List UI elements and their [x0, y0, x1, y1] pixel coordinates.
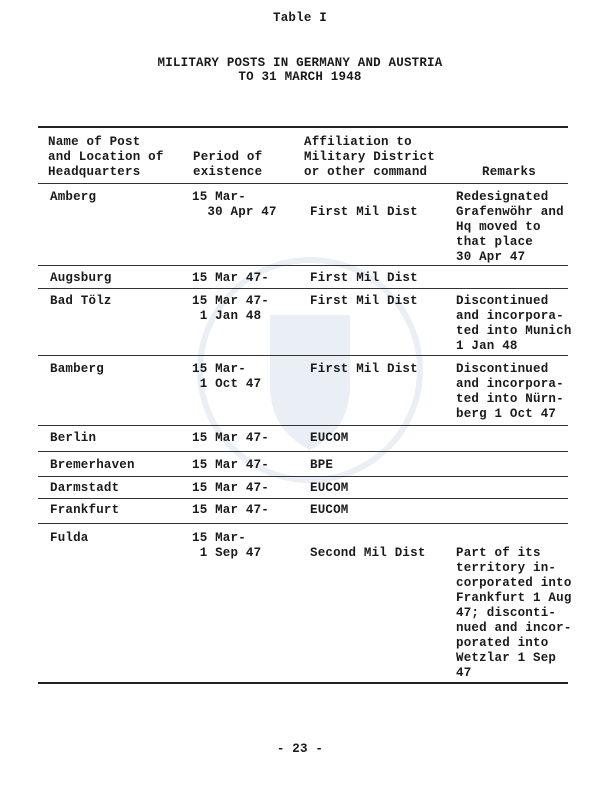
cell-affiliation: BPE	[310, 458, 334, 472]
cell-period: 15 Mar- 30 Apr 47	[192, 190, 277, 219]
cell-post: Augsburg	[50, 271, 112, 285]
header-affiliation: Affiliation to Military District or other command	[304, 135, 435, 179]
cell-affiliation: Second Mil Dist	[310, 546, 426, 560]
cell-period: 15 Mar 47-	[192, 481, 270, 495]
row-divider	[38, 451, 568, 452]
cell-period: 15 Mar 47-	[192, 458, 270, 472]
cell-period: 15 Mar- 1 Oct 47	[192, 362, 262, 391]
cell-affiliation: First Mil Dist	[310, 362, 418, 376]
cell-period: 15 Mar 47-	[192, 431, 270, 445]
header-bottom-rule	[38, 183, 568, 184]
header-period: Period of existence	[193, 150, 263, 179]
cell-remarks: Part of its territory in- corporated into Frankfurt 1 Aug 47; disconti- nued and incor- porated into Wetzlar 1 Sep 47	[456, 546, 572, 680]
cell-affiliation: EUCOM	[310, 503, 349, 517]
row-divider	[38, 288, 568, 289]
cell-post: Amberg	[50, 190, 97, 204]
cell-period: 15 Mar 47-	[192, 503, 270, 517]
cell-affiliation: First Mil Dist	[310, 205, 418, 219]
row-divider	[38, 425, 568, 426]
cell-affiliation: First Mil Dist	[310, 271, 418, 285]
cell-post: Fulda	[50, 531, 89, 545]
cell-period: 15 Mar- 1 Sep 47	[192, 531, 262, 560]
cell-post: Frankfurt	[50, 503, 120, 517]
row-divider	[38, 498, 568, 499]
cell-affiliation: EUCOM	[310, 431, 349, 445]
cell-remarks: Redesignated Grafenwöhr and Hq moved to that place 30 Apr 47	[456, 190, 564, 264]
cell-post: Darmstadt	[50, 481, 120, 495]
cell-post: Bamberg	[50, 362, 104, 376]
row-divider	[38, 476, 568, 477]
cell-post: Bremerhaven	[50, 458, 135, 472]
row-divider	[38, 355, 568, 356]
cell-period: 15 Mar 47-	[192, 271, 270, 285]
page-number: - 23 -	[276, 742, 324, 756]
cell-remarks: Discontinued and incorpora- ted into Munich 1 Jan 48	[456, 294, 572, 353]
table-label: Table I	[273, 11, 327, 25]
cell-affiliation: First Mil Dist	[310, 294, 418, 308]
cell-affiliation: EUCOM	[310, 481, 349, 495]
cell-post: Bad Tölz	[50, 294, 112, 308]
row-divider	[38, 265, 568, 266]
table-bottom-rule	[38, 682, 568, 684]
cell-post: Berlin	[50, 431, 97, 445]
cell-period: 15 Mar 47- 1 Jan 48	[192, 294, 270, 323]
table-title-line1: MILITARY POSTS IN GERMANY AND AUSTRIA	[157, 56, 443, 70]
header-post: Name of Post and Location of Headquarters	[48, 135, 164, 179]
row-divider	[38, 523, 568, 524]
header-top-rule	[38, 126, 568, 128]
header-remarks: Remarks	[482, 165, 536, 179]
table-title-line2: TO 31 MARCH 1948	[238, 70, 362, 84]
cell-remarks: Discontinued and incorpora- ted into Nürn- berg 1 Oct 47	[456, 362, 564, 421]
